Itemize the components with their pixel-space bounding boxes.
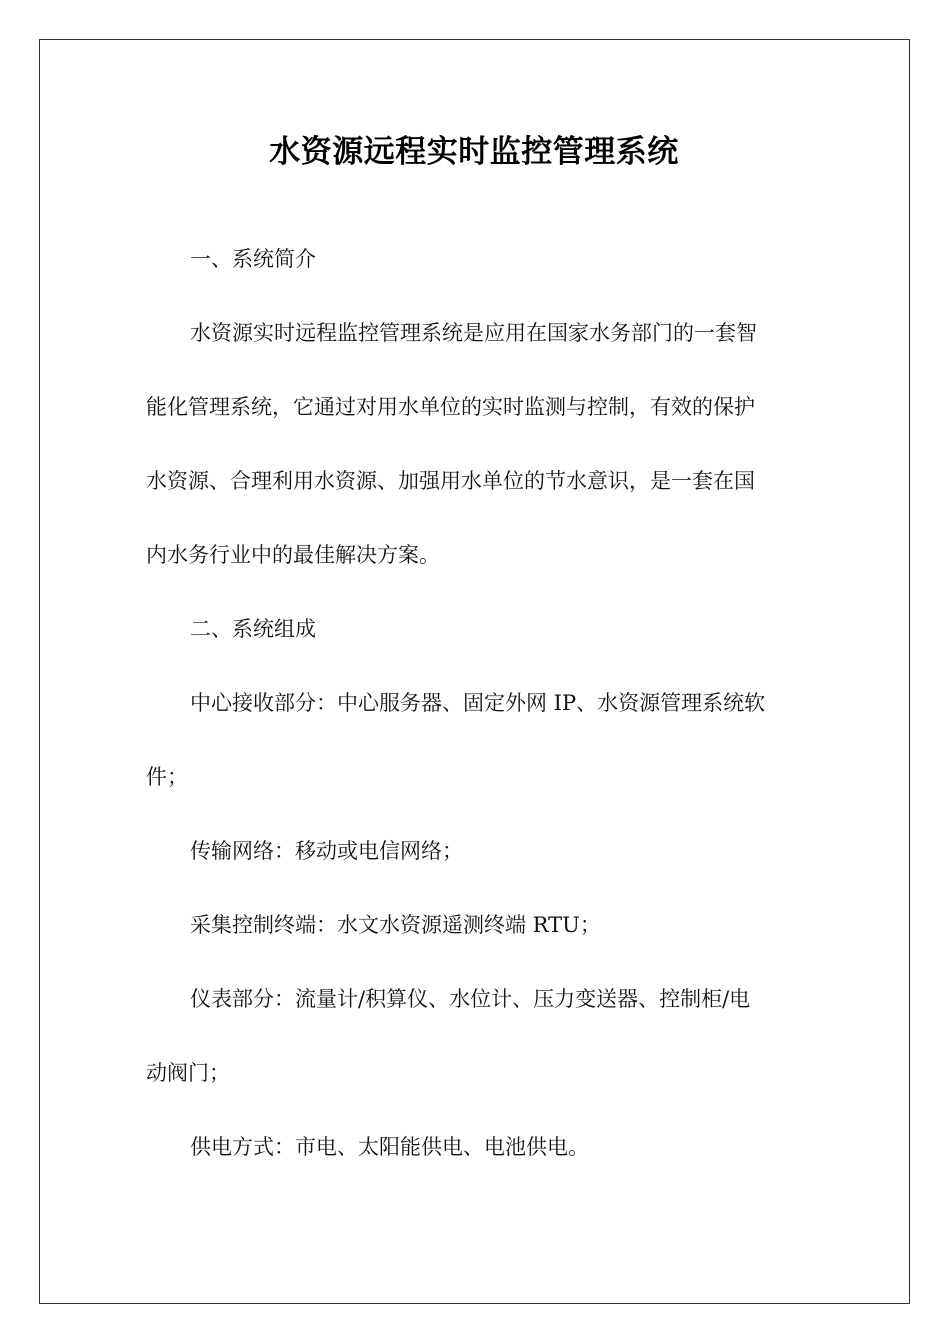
paragraph-transmission-network: 传输网络：移动或电信网络； xyxy=(190,839,463,863)
section-heading-composition: 二、系统组成 xyxy=(190,617,316,641)
paragraph-center-receiving-line-2: 件； xyxy=(146,765,188,789)
paragraph-collection-terminal: 采集控制终端：水文水资源遥测终端 RTU； xyxy=(190,913,601,937)
paragraph-introduction-line-3: 水资源、合理利用水资源、加强用水单位的节水意识，是一套在国 xyxy=(146,469,755,493)
section-heading-introduction: 一、系统简介 xyxy=(190,247,316,271)
paragraph-power-supply: 供电方式：市电、太阳能供电、电池供电。 xyxy=(190,1135,589,1159)
paragraph-center-receiving-line-1: 中心接收部分：中心服务器、固定外网 IP、水资源管理系统软 xyxy=(190,691,766,715)
paragraph-introduction-line-4: 内水务行业中的最佳解决方案。 xyxy=(146,543,440,567)
paragraph-instruments-line-1: 仪表部分：流量计/积算仪、水位计、压力变送器、控制柜/电 xyxy=(190,987,751,1011)
document-title: 水资源远程实时监控管理系统 xyxy=(269,134,679,170)
paragraph-introduction-line-2: 能化管理系统，它通过对用水单位的实时监测与控制，有效的保护 xyxy=(146,395,755,419)
paragraph-instruments-line-2: 动阀门； xyxy=(146,1061,230,1085)
paragraph-introduction-line-1: 水资源实时远程监控管理系统是应用在国家水务部门的一套智 xyxy=(190,321,757,345)
